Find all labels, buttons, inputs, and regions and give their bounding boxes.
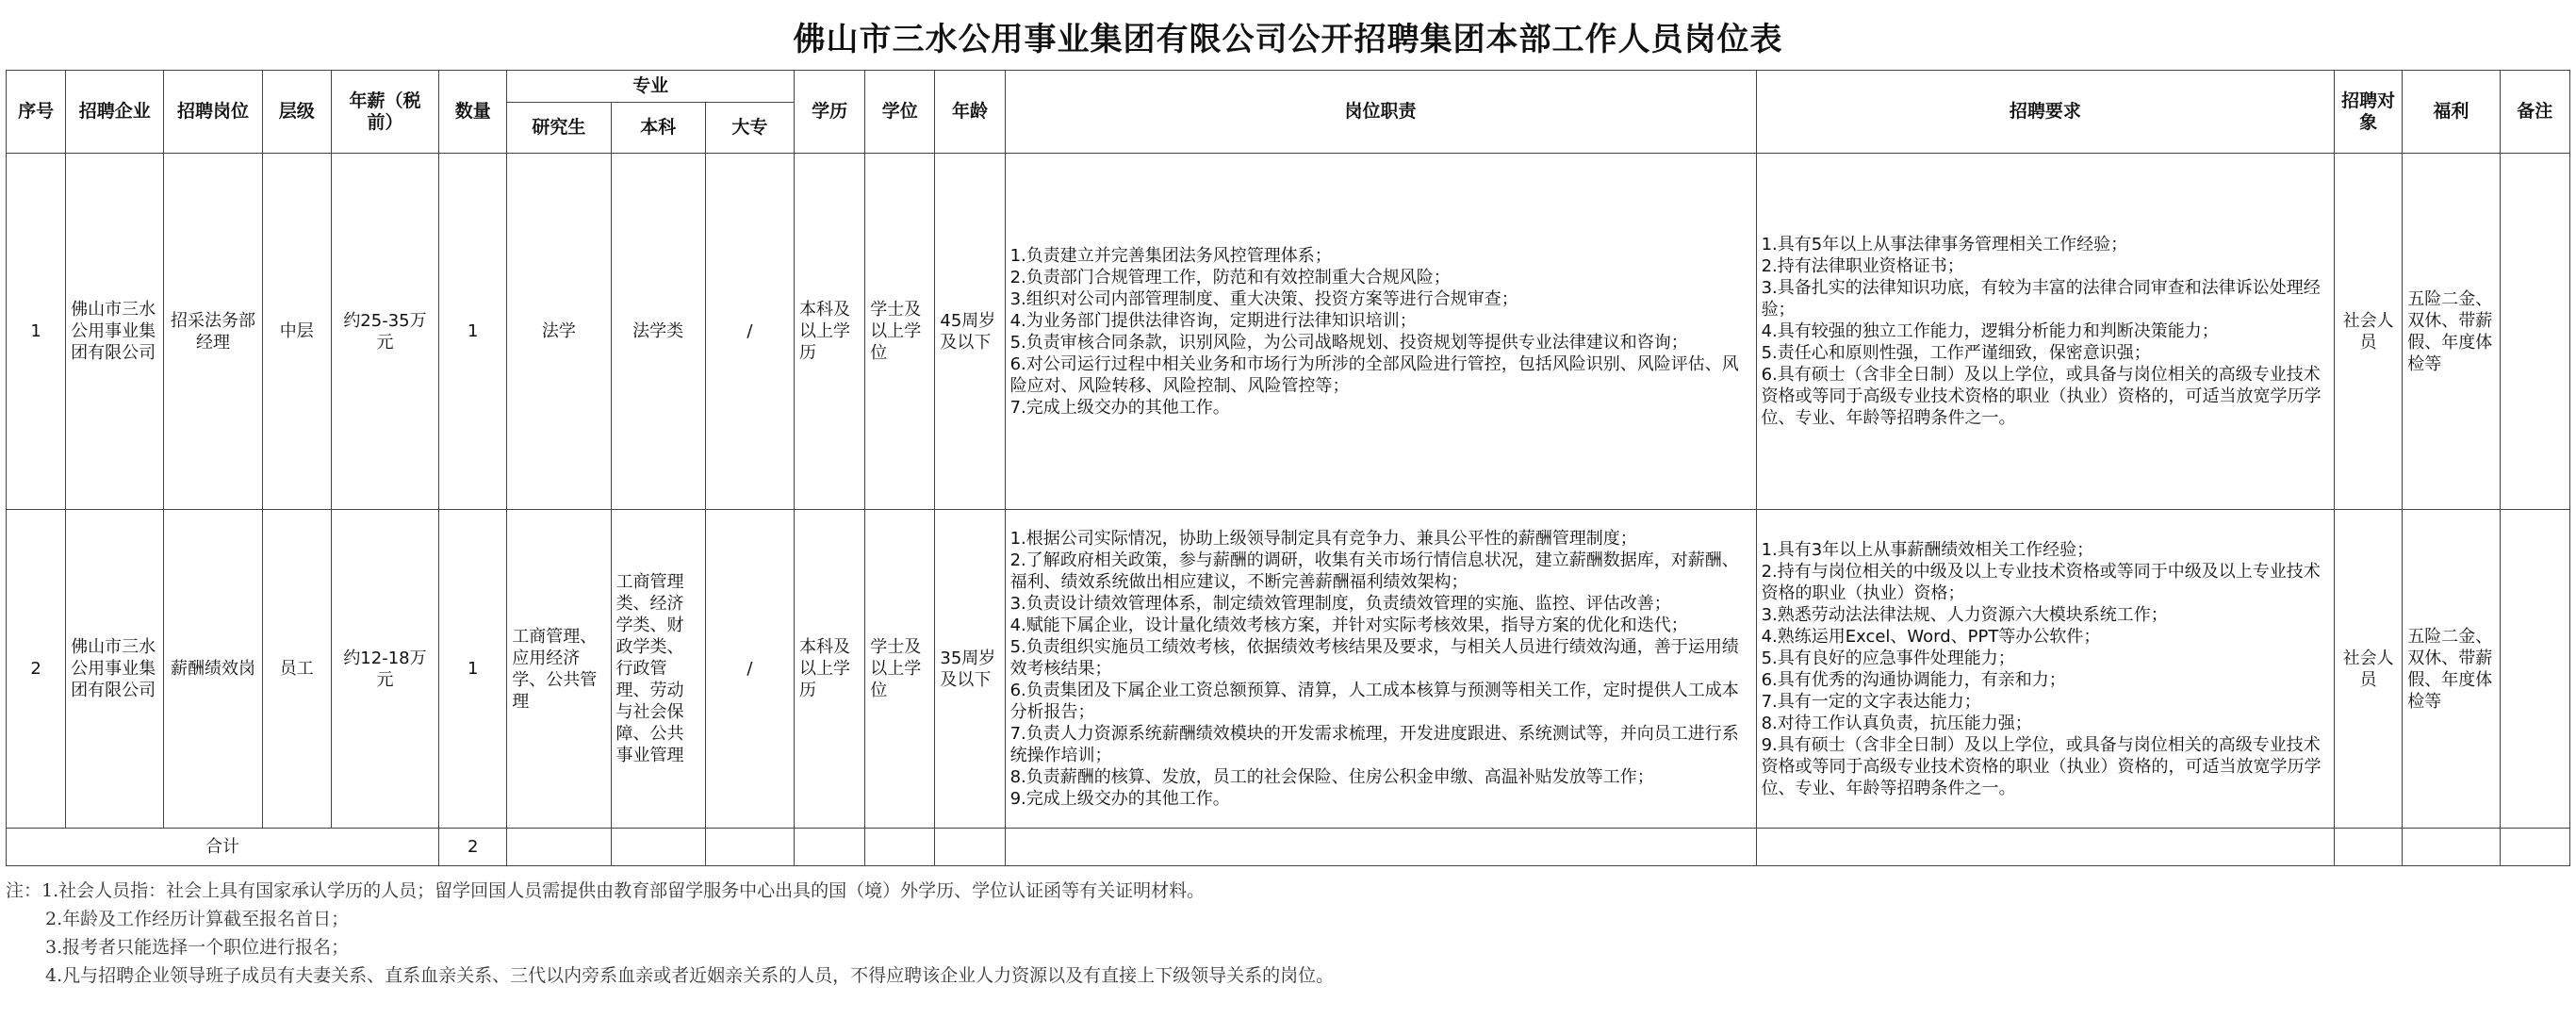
cell-education: 本科及以上学历 [795, 510, 865, 829]
cell-count: 1 [439, 510, 507, 829]
header-seq: 序号 [7, 71, 66, 154]
cell-remarks [2500, 510, 2569, 829]
cell-salary: 约25-35万元 [331, 154, 438, 510]
job-table [6, 9, 2570, 866]
cell-age: 45周岁及以下 [935, 154, 1005, 510]
cell-seq: 2 [7, 510, 66, 829]
note-1: 注：1.社会人员指：社会上具有国家承认学历的人员；留学回国人员需提供由教育部留学服务中心出具的国（境）外学历、学位认证函等有关证明材料。 [6, 880, 1206, 901]
note-4: 4.凡与招聘企业领导班子成员有夫妻关系、直系血亲关系、三代以内旁系血亲或者近姻亲关系的人员，不得应聘该企业人力资源以及有直接上下级领导关系的岗位。 [45, 965, 1335, 986]
cell-education: 本科及以上学历 [795, 154, 865, 510]
cell-postgrad: 法学 [507, 154, 611, 510]
header-position: 招聘岗位 [164, 71, 262, 154]
cell-target: 社会人员 [2335, 154, 2403, 510]
header-salary: 年薪（税前） [331, 71, 438, 154]
note-3: 3.报考者只能选择一个职位进行报名； [45, 937, 350, 958]
page-title: 佛山市三水公用事业集团有限公司公开招聘集团本部工作人员岗位表 [7, 9, 2570, 71]
cell-level: 员工 [262, 510, 331, 829]
cell-count: 1 [439, 154, 507, 510]
cell-company: 佛山市三水公用事业集团有限公司 [66, 510, 164, 829]
cell-target: 社会人员 [2335, 510, 2403, 829]
cell-postgrad: 工商管理、应用经济学、公共管理 [507, 510, 611, 829]
cell-degree: 学士及以上学位 [865, 154, 935, 510]
header-remarks: 备注 [2500, 71, 2569, 154]
header-level: 层级 [262, 71, 331, 154]
table-row [7, 510, 2570, 829]
cell-remarks [2500, 154, 2569, 510]
cell-college: / [705, 154, 794, 510]
cell-position: 薪酬绩效岗 [164, 510, 262, 829]
cell-age: 35周岁及以下 [935, 510, 1005, 829]
note-2: 2.年龄及工作经历计算截至报名首日； [45, 909, 350, 929]
cell-level: 中层 [262, 154, 331, 510]
header-welfare: 福利 [2403, 71, 2500, 154]
total-label: 合计 [7, 829, 439, 866]
header-age: 年龄 [935, 71, 1005, 154]
cell-college: / [705, 510, 794, 829]
header-undergrad: 本科 [611, 103, 705, 154]
table-row [7, 154, 2570, 510]
cell-degree: 学士及以上学位 [865, 510, 935, 829]
header-education: 学历 [795, 71, 865, 154]
header-company: 招聘企业 [66, 71, 164, 154]
header-duties: 岗位职责 [1005, 71, 1756, 154]
cell-duties: 1.负责建立并完善集团法务风控管理体系； 2.负责部门合规管理工作，防范和有效控制重大合规风险； 3.组织对公司内部管理制度、重大决策、投资方案等进行合规审查； 4.为业务部门提供法律咨询，定期进行法律知识培训； 5.负责审核合同条款，识别风险，为公司战略规划、投资规划等提供专业法律建议和咨询； 6.对公司运行过程中相关业务和市场行为所涉的全部风险进行管控，包括风险识别、风险评估、风险应对、风险转移、风险控制、风险管控等； 7.完成上级交办的其他工作。 [1005, 154, 1756, 510]
header-major: 专业 [507, 71, 795, 103]
cell-requirements: 1.具有3年以上从事薪酬绩效相关工作经验； 2.持有与岗位相关的中级及以上专业技术资格或等同于中级及以上专业技术资格的职业（执业）资格； 3.熟悉劳动法法律法规、人力资源六大模块系统工作； 4.熟练运用Excel、Word、PPT等办公软件； 5.具有良好的应急事件处理能力； 6.具有优秀的沟通协调能力，有亲和力； 7.具有一定的文字表达能力； 8.对待工作认真负责，抗压能力强； 9.具有硕士（含非全日制）及以上学位，或具备与岗位相关的高级专业技术资格或等同于高级专业技术资格的职业（执业）资格的，可适当放宽学历学位、专业、年龄等招聘条件之一。 [1756, 510, 2335, 829]
total-count: 2 [439, 829, 507, 866]
cell-undergrad: 法学类 [611, 154, 705, 510]
header-count: 数量 [439, 71, 507, 154]
cell-position: 招采法务部经理 [164, 154, 262, 510]
total-row [7, 829, 2570, 866]
job-table-sheet [6, 9, 2570, 866]
header-target: 招聘对象 [2335, 71, 2403, 154]
notes [6, 877, 2551, 990]
cell-welfare: 五险二金、双休、带薪假、年度体检等 [2403, 154, 2500, 510]
header-college: 大专 [705, 103, 794, 154]
header-postgrad: 研究生 [507, 103, 611, 154]
cell-salary: 约12-18万元 [331, 510, 438, 829]
cell-undergrad: 工商管理类、经济学类、财政学类、行政管理、劳动与社会保障、公共事业管理 [611, 510, 705, 829]
header-requirements: 招聘要求 [1756, 71, 2335, 154]
header-degree: 学位 [865, 71, 935, 154]
cell-duties: 1.根据公司实际情况，协助上级领导制定具有竞争力、兼具公平性的薪酬管理制度； 2.了解政府相关政策，参与薪酬的调研，收集有关市场行情信息状况，建立薪酬数据库，对薪酬、福利、绩效系统做出相应建议，不断完善薪酬福利绩效架构； 3.负责设计绩效管理体系，制定绩效管理制度，负责绩效管理的实施、监控、评估改善； 4.赋能下属企业，设计量化绩效考核方案，并针对实际考核效果，指导方案的优化和迭代； 5.负责组织实施员工绩效考核，依据绩效考核结果及要求，与相关人员进行绩效沟通，善于运用绩效考核结果； 6.负责集团及下属企业工资总额预算、清算，人工成本核算与预测等相关工作，定时提供人工成本分析报告； 7.负责人力资源系统薪酬绩效模块的开发需求梳理，开发进度跟进、系统测试等，并向员工进行系统操作培训； 8.负责薪酬的核算、发放，员工的社会保险、住房公积金申缴、高温补贴发放等工作； 9.完成上级交办的其他工作。 [1005, 510, 1756, 829]
cell-requirements: 1.具有5年以上从事法律事务管理相关工作经验； 2.持有法律职业资格证书； 3.具备扎实的法律知识功底，有较为丰富的法律合同审查和法律诉讼处理经验； 4.具有较强的独立工作能力，逻辑分析能力和判断决策能力； 5.责任心和原则性强，工作严谨细致，保密意识强； 6.具有硕士（含非全日制）及以上学位，或具备与岗位相关的高级专业技术资格或等同于高级专业技术资格的职业（执业）资格的，可适当放宽学历学位、专业、年龄等招聘条件之一。 [1756, 154, 2335, 510]
cell-company: 佛山市三水公用事业集团有限公司 [66, 154, 164, 510]
cell-seq: 1 [7, 154, 66, 510]
cell-welfare: 五险二金、双休、带薪假、年度体检等 [2403, 510, 2500, 829]
